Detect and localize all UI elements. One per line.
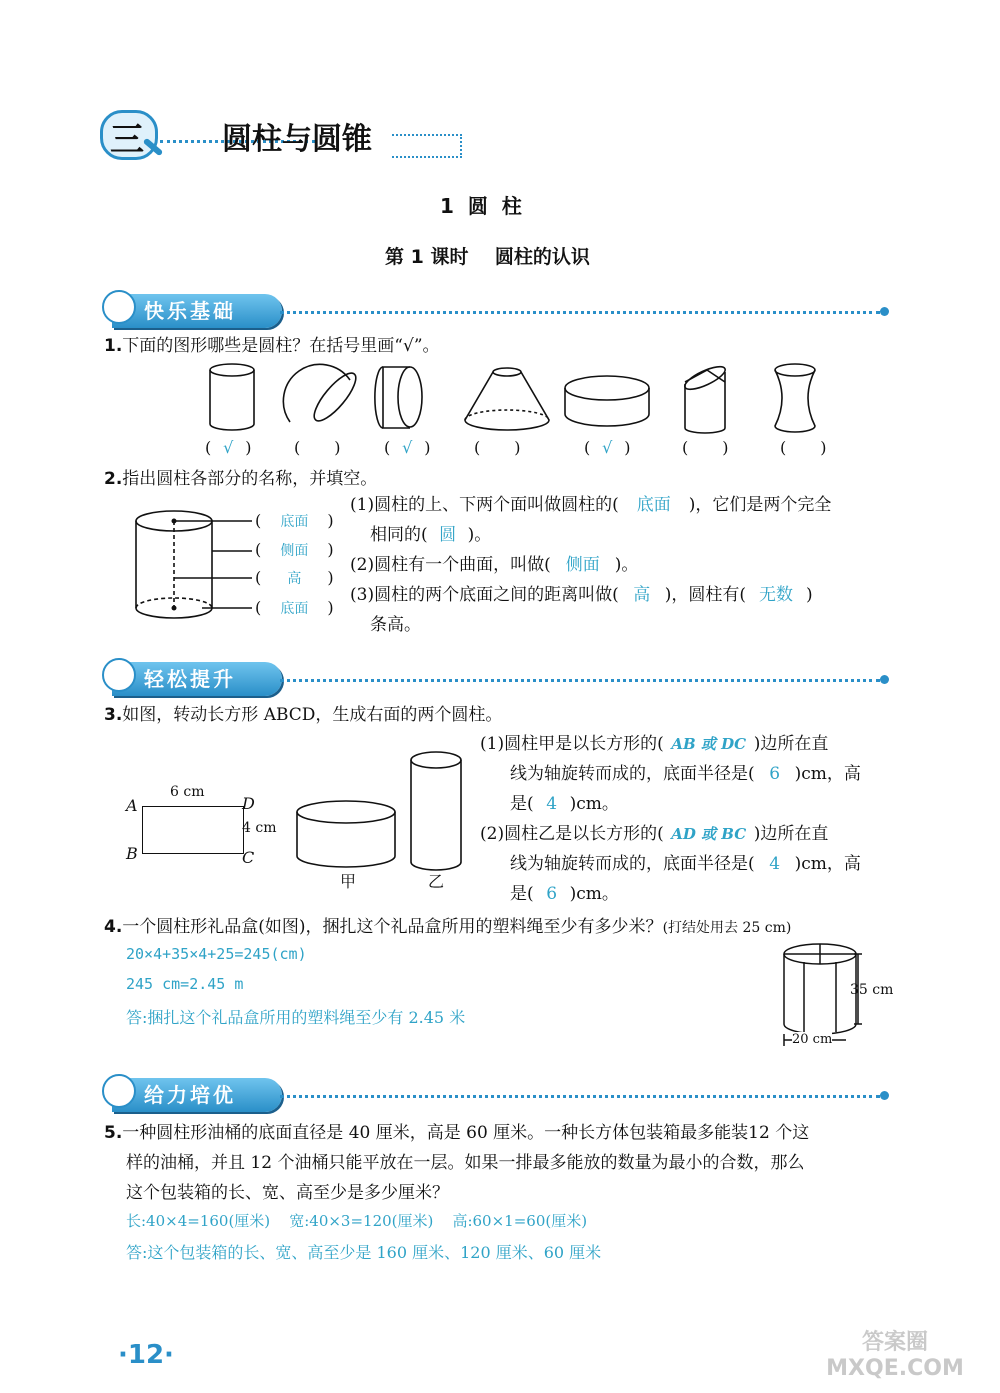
label-c: C — [242, 848, 255, 867]
label-d: D — [242, 794, 255, 813]
section-label: 给力培优 — [112, 1078, 282, 1112]
q4-number: 4. — [104, 917, 123, 937]
q2-cylinder-diagram — [132, 506, 262, 636]
rectangle-abcd — [142, 806, 244, 854]
section-end-dot — [880, 1091, 889, 1100]
q4-answer-line3: 答:捆扎这个礼品盒所用的塑料绳至少有 2.45 米 — [126, 1008, 466, 1027]
chapter-header — [100, 110, 470, 165]
q4-height-label: 35 cm — [850, 982, 894, 998]
q1-text: 下面的图形哪些是圆柱？在括号里画“√”。 — [122, 336, 440, 356]
chapter-dotted-box — [392, 134, 462, 158]
q2-number: 2. — [104, 469, 123, 489]
label-height: 4 cm — [242, 820, 277, 836]
section-dotted-line — [280, 679, 880, 682]
q5-answer-line1: 长:40×4=160(厘米) 宽:40×3=120(厘米) 高:60×1=60(厘米) — [126, 1212, 588, 1230]
q2-label-slot[interactable]: ( 侧面 ) — [255, 540, 334, 559]
label-yi: 乙 — [428, 872, 445, 891]
watermark: 答案圈 MXQE.COM — [826, 1330, 964, 1381]
shape-cylinder-upright — [210, 364, 254, 430]
q3-part2-cont2: 是( 6 )cm。 — [510, 879, 619, 909]
q2-label-slot[interactable]: ( 底面 ) — [255, 511, 334, 530]
q2-part2: (2)圆柱有一个曲面，叫做( 侧面 )。 — [350, 550, 638, 580]
section-label: 轻松提升 — [112, 662, 282, 696]
chapter-number: 三 — [110, 120, 144, 160]
label-jia: 甲 — [340, 872, 357, 891]
q3-rectangle-figure — [124, 786, 294, 871]
alarm-clock-icon — [102, 658, 136, 692]
answer[interactable]: 侧面 — [565, 555, 600, 575]
q5-number: 5. — [104, 1123, 123, 1143]
q3-prompt — [104, 700, 502, 730]
q2-part3-cont: 条高。 — [370, 615, 421, 635]
q5-line3: 这个包装箱的长、宽、高至少是多少厘米？ — [126, 1183, 449, 1203]
q1-answer-slot[interactable]: ( ) — [682, 438, 729, 457]
q5-line1: 5.一种圆柱形油桶的底面直径是 40 厘米，高是 60 厘米。一种长方体包装箱最多能装12 个这 — [104, 1123, 810, 1143]
q1-prompt — [104, 331, 440, 361]
q3-number: 3. — [104, 705, 123, 725]
q4-answer-line1: 20×4+35×4+25=245(cm) — [126, 945, 307, 963]
q3-text: 如图，转动长方形 ABCD，生成右面的两个圆柱。 — [122, 705, 503, 725]
q2-label-slot[interactable]: ( 高 ) — [255, 568, 334, 587]
answer[interactable]: AB 或 DC — [671, 735, 747, 753]
cylinder-jia — [297, 801, 395, 867]
answer[interactable]: 6 — [769, 764, 781, 784]
q3-part2: (2)圆柱乙是以长方形的( AD 或 BC )边所在直 — [480, 819, 828, 849]
answer[interactable]: 高 — [633, 585, 651, 605]
cylinder-yi — [411, 752, 461, 870]
alarm-clock-icon — [102, 1074, 136, 1108]
q4-diameter-label: 20 cm — [792, 1032, 833, 1047]
q2-part3: (3)圆柱的两个底面之间的距离叫做( 高 )，圆柱有( 无数 ) — [350, 580, 813, 610]
q1-number: 1. — [104, 336, 123, 356]
q2-label-slot[interactable]: ( 底面 ) — [255, 598, 334, 617]
lesson-title: 第 1 课时 圆柱的认识 — [385, 246, 590, 268]
q3-part2-cont: 线为轴旋转而成的，底面半径是( 4 )cm，高 — [510, 849, 861, 879]
q3-part1-cont: 线为轴旋转而成的，底面半径是( 6 )cm，高 — [510, 759, 861, 789]
q3-part1-cont2: 是( 4 )cm。 — [510, 789, 619, 819]
shape-cylinder-side — [375, 367, 422, 428]
section-dotted-line — [280, 1095, 880, 1098]
q2-part1-cont: 相同的( 圆 )。 — [370, 520, 491, 550]
answer[interactable]: 底面 — [636, 495, 671, 515]
section-end-dot — [880, 675, 889, 684]
q3-part1: (1)圆柱甲是以长方形的( AB 或 DC )边所在直 — [480, 729, 828, 759]
answer[interactable]: 6 — [546, 884, 558, 904]
q2-text: 指出圆柱各部分的名称，并填空。 — [122, 469, 378, 489]
alarm-clock-icon — [102, 290, 136, 324]
q1-answer-slot[interactable]: ( ) — [780, 438, 827, 457]
q1-answer-slot[interactable]: ( √ ) — [205, 438, 252, 457]
section-end-dot — [880, 307, 889, 316]
answer[interactable]: 圆 — [439, 525, 457, 545]
q1-answer-slot[interactable]: ( √ ) — [384, 438, 431, 457]
answer[interactable]: 4 — [769, 854, 781, 874]
shape-oblique-cut-cylinder — [682, 362, 728, 433]
q5-line2: 样的油桶，并且 12 个油桶只能平放在一层。如果一排最多能放的数量为最小的合数，那么 — [126, 1153, 805, 1173]
answer[interactable]: 无数 — [758, 585, 793, 605]
section-title: 1 圆 柱 — [440, 194, 522, 218]
shape-frustum — [465, 368, 549, 430]
shape-hourglass — [775, 364, 815, 432]
label-b: B — [126, 844, 138, 863]
q1-answer-slot[interactable]: ( √ ) — [584, 438, 631, 457]
q4-answer-line2: 245 cm=2.45 m — [126, 975, 244, 993]
q4-text: 一个圆柱形礼品盒(如图)，捆扎这个礼品盒所用的塑料绳至少有多少米？ — [122, 917, 663, 937]
section-label: 快乐基础 — [112, 294, 282, 328]
chapter-title: 圆柱与圆锥 — [222, 122, 372, 157]
answer[interactable]: 4 — [546, 794, 558, 814]
section-dotted-line — [280, 311, 880, 314]
shape-short-cylinder — [565, 376, 649, 426]
label-width: 6 cm — [170, 784, 205, 800]
shape-hemisphere — [283, 364, 362, 426]
answer[interactable]: AD 或 BC — [671, 825, 747, 843]
q1-answer-slot[interactable]: ( ) — [474, 438, 521, 457]
label-a: A — [126, 796, 138, 815]
q1-answer-slot[interactable]: ( ) — [294, 438, 341, 457]
q4-note: (打结处用去 25 cm) — [662, 920, 792, 936]
q5-answer-line2: 答:这个包装箱的长、宽、高至少是 160 厘米、120 厘米、60 厘米 — [126, 1243, 602, 1262]
q2-part1: (1)圆柱的上、下两个面叫做圆柱的( 底面 )，它们是两个完全 — [350, 490, 831, 520]
q1-shapes — [195, 362, 835, 440]
q4-prompt — [104, 912, 791, 943]
q2-prompt — [104, 464, 377, 494]
page-number: ·12· — [118, 1340, 174, 1370]
